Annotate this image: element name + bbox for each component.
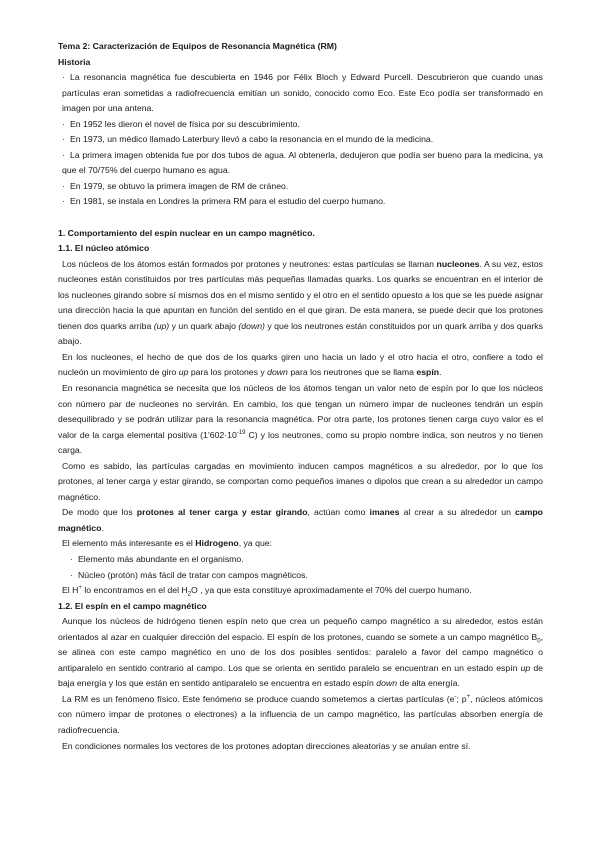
document-title: Tema 2: Caracterización de Equipos de Resonancia Magnética (RM) [58,41,337,51]
paragraph-imanes: De modo que los protones al tener carga y estar girando, actúan como imanes al crear a su alrededor un campo magnético. [58,507,543,533]
bullet-icon: · [62,72,65,83]
section-1-2-heading: 1.2. El espín en el campo magnético [58,600,207,611]
paragraph-espin-campo: Aunque los núcleos de hidrógeno tienen espín neto que crea un pequeño campo magnético a su alrededor, estos están orientados al azar en cualquier dirección del espacio. El espín de los protones, cuando se somete a un campo magnético $B_0$, se alinea con este campo magnético en uno de los dos posibles sentidos: paralelo a favor del campo magnético o antiparalelo en sentido contrario al campo. Los que se orienta en sentido paralelo se encuentran en un estado espín up de baja energía y los que están en sentido antiparalelo se encuentra en estado espín down de alta energía. [58,616,543,689]
bullet-icon: · [62,180,65,191]
historia-item: · En 1952 les dieron el novel de física por su descubrimiento. [58,117,543,133]
historia-item: · La resonancia magnética fue descubierta en 1946 por Félix Bloch y Edward Purcell. Descubrieron que cuando unas partículas eran sometidas a radiofrecuencia emitían un sonido, conocido como Eco. Este Eco podía ser transformado en imagen por una antena. [62,72,543,114]
bullet-icon: · [62,134,65,145]
historia-item: · En 1981, se instala en Londres la primera RM para el estudio del cuerpo humano. [58,194,543,210]
historia-heading: Historia [58,56,91,67]
paragraph-hidrogeno: El elemento más interesante es el Hidrogeno, ya que: [62,538,273,549]
paragraph-fenomeno: La RM es un fenómeno físico. Este fenómeno se produce cuando sometemos a ciertas partículas (e-; p+, núcleos atómicos con número impar de protones o electrones) a la influencia de un campo magnético, las partículas absorben energía de radiofrecuencia. [58,693,543,736]
bullet-icon: · [70,569,73,580]
historia-item: · En 1979, se obtuvo la primera imagen de RM de cráneo. [58,179,543,195]
hidrogeno-item: · Núcleo (protón) más fácil de tratar con campos magnéticos. [58,568,543,584]
spacer [58,210,543,226]
paragraph-resonancia: En resonancia magnética se necesita que los núcleos de los átomos tengan un valor neto de espín por lo que los núcleos con número par de nucleones no servirán. En cambio, los que tengan un número impar de nucleones tendrán un espín desequilibrado y se podrán utilizar para la resonancia magnética. Por otra parte, los protones tienen carga cuyo valor es el valor de la carga elemental positiva ($1’602\cdot 10^{-19}$ C) y los neutrones, como su propio nombre indica, son neutros y no tienen carga. [58,382,543,456]
bullet-icon: · [70,554,73,564]
historia-item: · En 1973, un médico llamado Laterbury llevó a cabo la resonancia en el mundo de la medicina. [58,132,543,148]
bullet-icon: · [62,196,65,207]
bullet-icon: · [62,118,65,129]
paragraph-condiciones: En condiciones normales los vectores de los protones adoptan direcciones aleatorias y se anulan entre sí. [62,740,471,751]
section-1-1-heading: 1.1. El núcleo atómico [58,243,150,254]
hidrogeno-item: · Elemento más abundante en el organismo. [58,552,543,568]
paragraph-nucleones: Los núcleos de los átomos están formados por protones y neutrones: estas partículas se llaman nucleones. A su vez, estos nucleones están constituidos por tres partículas más pequeñas llamadas quarks. Los quarks se encuentran en el interior de los nucleones girando sobre sí mismos dos en el mismo sentido y el otro en el sentido opuesto a los que se les puede asignar una dirección hacia la que apuntan en función del sentido en el que giran. De esta manera, se puede decir que los protones tienen dos quarks arriba (up) y un quark abajo (down) y que los neutrones están constituidos por un quark arriba y dos quarks abajo. [58,258,543,347]
paragraph-espin: En los nucleones, el hecho de que dos de los quarks giren uno hacia un lado y el otro hacia el otro, confiere a todo el nucleón un movimiento de giro up para los protones y down para los neutrones que se llama espín. [58,351,543,378]
paragraph-agua: El H+ lo encontramos en el del $H_2O$ , ya que esta constituye aproximadamente el 70% del cuerpo humano. [62,585,472,598]
paragraph-dipolos: Como es sabido, las partículas cargadas en movimiento inducen campos magnéticos a su alrededor, por lo que los protones, al tener carga y estar girando, se comportan como pequeños imanes o dipolos que crean a su alrededor un campo magnético. [58,460,543,502]
section-1-heading: 1. Comportamiento del espín nuclear en un campo magnético. [58,227,315,238]
bullet-icon: · [62,149,65,160]
historia-item: · La primera imagen obtenida fue por dos tubos de agua. Al obtenerla, dedujeron que podía ser bueno para la medicina, ya que el 70/75% del cuerpo humano es agua. [62,149,543,176]
